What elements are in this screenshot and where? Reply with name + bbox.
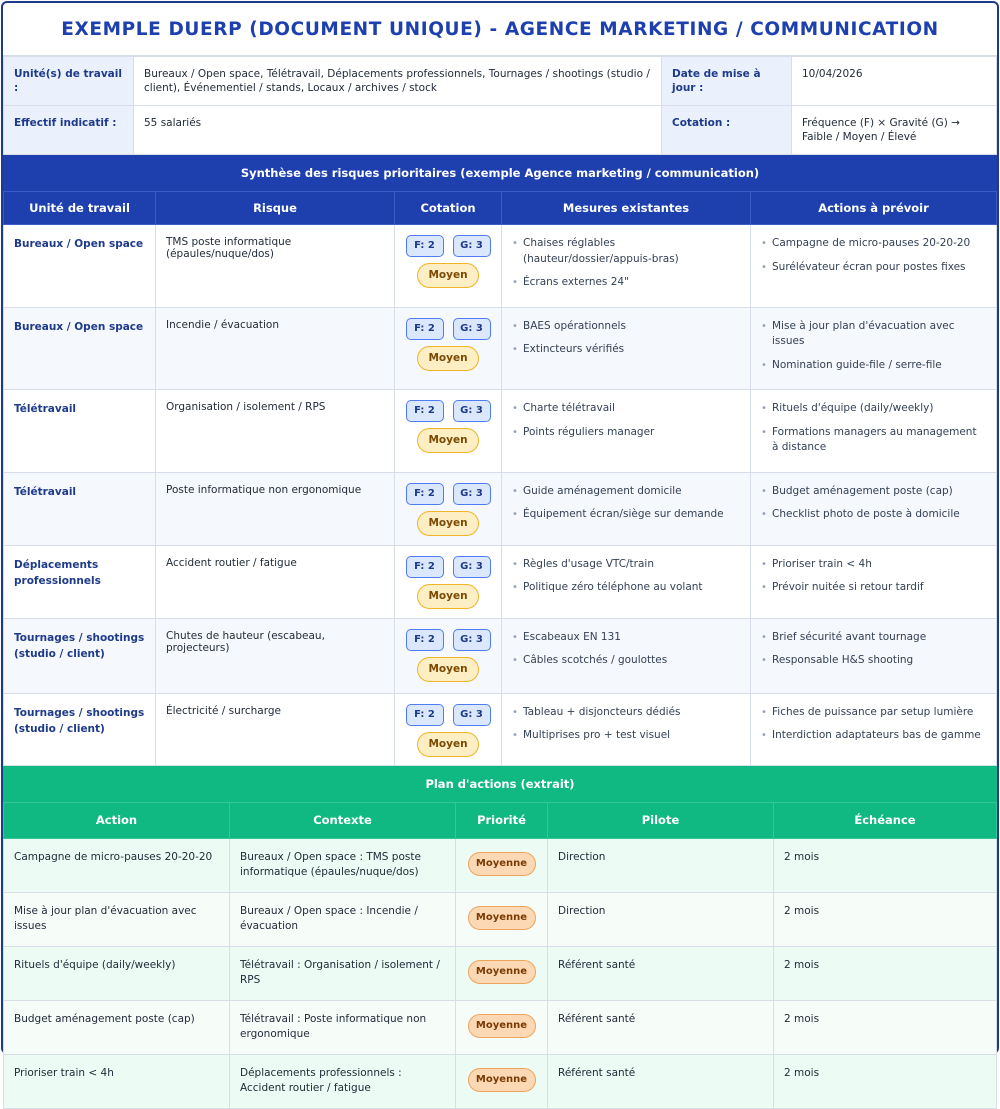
plan-pilot: Référent santé (548, 946, 774, 1000)
risk-cotation (395, 225, 502, 308)
risk-actions (751, 390, 997, 473)
risks-section-title: Synthèse des risques prioritaires (exemple Agence marketing / communication) (3, 155, 997, 191)
risk-row (4, 307, 997, 390)
action-item: • Brief sécurité avant tournage (761, 630, 986, 646)
plan-row (4, 838, 997, 892)
actions-list (761, 705, 986, 744)
gravity-badge: G: 3 (453, 318, 491, 340)
priority-badge: Moyenne (468, 1014, 536, 1038)
action-item: • Fiches de puissance par setup lumière (761, 705, 986, 721)
actions-list (761, 484, 986, 523)
action-item: • Checklist photo de poste à domicile (761, 507, 986, 523)
cotation-pills (405, 318, 491, 340)
frequency-badge: F: 2 (406, 400, 444, 422)
risk-name: Incendie / évacuation (156, 307, 395, 390)
plan-deadline: 2 mois (774, 892, 997, 946)
risk-unit: Tournages / shootings (studio / client) (4, 693, 156, 765)
risk-row (4, 545, 997, 618)
plan-action: Budget aménagement poste (cap) (4, 1000, 230, 1054)
risk-name: Poste informatique non ergonomique (156, 472, 395, 545)
plan-deadline: 2 mois (774, 946, 997, 1000)
action-item: • Prévoir nuitée si retour tardif (761, 580, 986, 596)
action-item: • Nomination guide-file / serre-file (761, 358, 986, 374)
risk-actions (751, 693, 997, 765)
info-table (3, 56, 997, 155)
plan-action: Mise à jour plan d'évacuation avec issues (4, 892, 230, 946)
measure-item: • Politique zéro téléphone au volant (512, 580, 740, 596)
cotation-pills (405, 235, 491, 257)
risk-name: Accident routier / fatigue (156, 545, 395, 618)
cotation-label: Cotation : (662, 106, 792, 155)
measures-list (512, 705, 740, 744)
gravity-badge: G: 3 (453, 629, 491, 651)
plan-pilot: Direction (548, 838, 774, 892)
risk-unit: Bureaux / Open space (4, 225, 156, 308)
risk-name: Organisation / isolement / RPS (156, 390, 395, 473)
measure-item: • Chaises réglables (hauteur/dossier/appuis-bras) (512, 236, 740, 267)
units-label: Unité(s) de travail : (4, 57, 134, 106)
action-item: • Formations managers au management à distance (761, 425, 986, 456)
actions-list (761, 401, 986, 456)
cotation-pills (405, 483, 491, 505)
gravity-badge: G: 3 (453, 483, 491, 505)
duerp-document (1, 1, 999, 1094)
action-item: • Prioriser train < 4h (761, 557, 986, 573)
plan-pilot: Référent santé (548, 1000, 774, 1054)
gravity-badge: G: 3 (453, 400, 491, 422)
plan-row (4, 892, 997, 946)
risks-header-actions: Actions à prévoir (751, 192, 997, 225)
risks-header-cotation: Cotation (395, 192, 502, 225)
risks-table (3, 191, 997, 766)
risk-name: Chutes de hauteur (escabeau, projecteurs) (156, 618, 395, 693)
plan-header-pilot: Pilote (548, 802, 774, 838)
effectif-value: 55 salariés (134, 106, 662, 155)
cotation-pills (405, 400, 491, 422)
risks-header-measures: Mesures existantes (502, 192, 751, 225)
measure-item: • Points réguliers manager (512, 425, 740, 441)
risks-header-risk: Risque (156, 192, 395, 225)
action-item: • Responsable H&S shooting (761, 653, 986, 669)
risk-measures (502, 693, 751, 765)
action-item: • Rituels d'équipe (daily/weekly) (761, 401, 986, 417)
risk-measures (502, 618, 751, 693)
risk-level-badge: Moyen (417, 263, 479, 288)
risk-row (4, 225, 997, 308)
measure-item: • Équipement écran/siège sur demande (512, 507, 740, 523)
action-item: • Campagne de micro-pauses 20-20-20 (761, 236, 986, 252)
document-title: EXEMPLE DUERP (DOCUMENT UNIQUE) - AGENCE MARKETING / COMMUNICATION (3, 3, 997, 56)
plan-deadline: 2 mois (774, 1054, 997, 1108)
risk-actions (751, 618, 997, 693)
risk-unit: Déplacements professionnels (4, 545, 156, 618)
plan-table (3, 802, 997, 1109)
measures-list (512, 319, 740, 358)
risk-measures (502, 307, 751, 390)
actions-list (761, 236, 986, 275)
plan-header-deadline: Échéance (774, 802, 997, 838)
plan-priority (456, 838, 548, 892)
plan-action: Prioriser train < 4h (4, 1054, 230, 1108)
risk-actions (751, 307, 997, 390)
risk-actions (751, 225, 997, 308)
risk-row (4, 693, 997, 765)
risks-header-unit: Unité de travail (4, 192, 156, 225)
action-item: • Interdiction adaptateurs bas de gamme (761, 728, 986, 744)
risk-level-badge: Moyen (417, 511, 479, 536)
measure-item: • Guide aménagement domicile (512, 484, 740, 500)
priority-badge: Moyenne (468, 906, 536, 930)
measures-list (512, 401, 740, 440)
risk-unit: Télétravail (4, 390, 156, 473)
effectif-label: Effectif indicatif : (4, 106, 134, 155)
plan-priority (456, 946, 548, 1000)
measures-list (512, 630, 740, 669)
gravity-badge: G: 3 (453, 704, 491, 726)
risk-unit: Tournages / shootings (studio / client) (4, 618, 156, 693)
plan-header-action: Action (4, 802, 230, 838)
frequency-badge: F: 2 (406, 483, 444, 505)
plan-row (4, 946, 997, 1000)
measures-list (512, 236, 740, 291)
risk-level-badge: Moyen (417, 732, 479, 757)
risk-level-badge: Moyen (417, 346, 479, 371)
actions-list (761, 630, 986, 669)
risk-cotation (395, 618, 502, 693)
risk-level-badge: Moyen (417, 584, 479, 609)
plan-row (4, 1054, 997, 1108)
action-item: • Budget aménagement poste (cap) (761, 484, 986, 500)
measure-item: • Écrans externes 24" (512, 275, 740, 291)
frequency-badge: F: 2 (406, 629, 444, 651)
risk-level-badge: Moyen (417, 428, 479, 453)
risk-row (4, 618, 997, 693)
cotation-pills (405, 629, 491, 651)
action-item: • Mise à jour plan d'évacuation avec issues (761, 319, 986, 350)
gravity-badge: G: 3 (453, 556, 491, 578)
risk-actions (751, 472, 997, 545)
plan-priority (456, 1054, 548, 1108)
measure-item: • Câbles scotchés / goulottes (512, 653, 740, 669)
plan-context: Télétravail : Organisation / isolement / RPS (230, 946, 456, 1000)
measure-item: • Extincteurs vérifiés (512, 342, 740, 358)
risk-cotation (395, 390, 502, 473)
risk-unit: Bureaux / Open space (4, 307, 156, 390)
actions-list (761, 557, 986, 596)
risk-row (4, 472, 997, 545)
plan-context: Bureaux / Open space : TMS poste informatique (épaules/nuque/dos) (230, 838, 456, 892)
risk-name: Électricité / surcharge (156, 693, 395, 765)
measure-item: • Règles d'usage VTC/train (512, 557, 740, 573)
date-value: 10/04/2026 (792, 57, 997, 106)
measures-list (512, 484, 740, 523)
plan-priority (456, 892, 548, 946)
priority-badge: Moyenne (468, 852, 536, 876)
risk-cotation (395, 307, 502, 390)
frequency-badge: F: 2 (406, 318, 444, 340)
measure-item: • Tableau + disjoncteurs dédiés (512, 705, 740, 721)
risk-measures (502, 390, 751, 473)
plan-pilot: Référent santé (548, 1054, 774, 1108)
frequency-badge: F: 2 (406, 704, 444, 726)
plan-deadline: 2 mois (774, 838, 997, 892)
action-item: • Surélévateur écran pour postes fixes (761, 260, 986, 276)
risk-actions (751, 545, 997, 618)
risk-measures (502, 225, 751, 308)
cotation-pills (405, 556, 491, 578)
risk-row (4, 390, 997, 473)
measure-item: • Multiprises pro + test visuel (512, 728, 740, 744)
risk-measures (502, 545, 751, 618)
risk-cotation (395, 545, 502, 618)
plan-context: Déplacements professionnels : Accident routier / fatigue (230, 1054, 456, 1108)
plan-section-title: Plan d'actions (extrait) (3, 766, 997, 802)
plan-row (4, 1000, 997, 1054)
units-value: Bureaux / Open space, Télétravail, Déplacements professionnels, Tournages / shootings (studio / client), Événementiel / stands, Locaux / archives / stock (134, 57, 662, 106)
frequency-badge: F: 2 (406, 556, 444, 578)
cotation-pills (405, 704, 491, 726)
measure-item: • Charte télétravail (512, 401, 740, 417)
measures-list (512, 557, 740, 596)
plan-deadline: 2 mois (774, 1000, 997, 1054)
plan-header-priority: Priorité (456, 802, 548, 838)
risk-cotation (395, 472, 502, 545)
frequency-badge: F: 2 (406, 235, 444, 257)
priority-badge: Moyenne (468, 1068, 536, 1092)
date-label: Date de mise à jour : (662, 57, 792, 106)
risk-name: TMS poste informatique (épaules/nuque/dos) (156, 225, 395, 308)
risk-cotation (395, 693, 502, 765)
cotation-value: Fréquence (F) × Gravité (G) → Faible / Moyen / Élevé (792, 106, 997, 155)
measure-item: • Escabeaux EN 131 (512, 630, 740, 646)
measure-item: • BAES opérationnels (512, 319, 740, 335)
risk-level-badge: Moyen (417, 657, 479, 682)
plan-action: Campagne de micro-pauses 20-20-20 (4, 838, 230, 892)
priority-badge: Moyenne (468, 960, 536, 984)
risk-measures (502, 472, 751, 545)
risk-unit: Télétravail (4, 472, 156, 545)
actions-list (761, 319, 986, 374)
plan-action: Rituels d'équipe (daily/weekly) (4, 946, 230, 1000)
plan-context: Télétravail : Poste informatique non ergonomique (230, 1000, 456, 1054)
gravity-badge: G: 3 (453, 235, 491, 257)
plan-context: Bureaux / Open space : Incendie / évacuation (230, 892, 456, 946)
plan-header-context: Contexte (230, 802, 456, 838)
plan-priority (456, 1000, 548, 1054)
plan-pilot: Direction (548, 892, 774, 946)
